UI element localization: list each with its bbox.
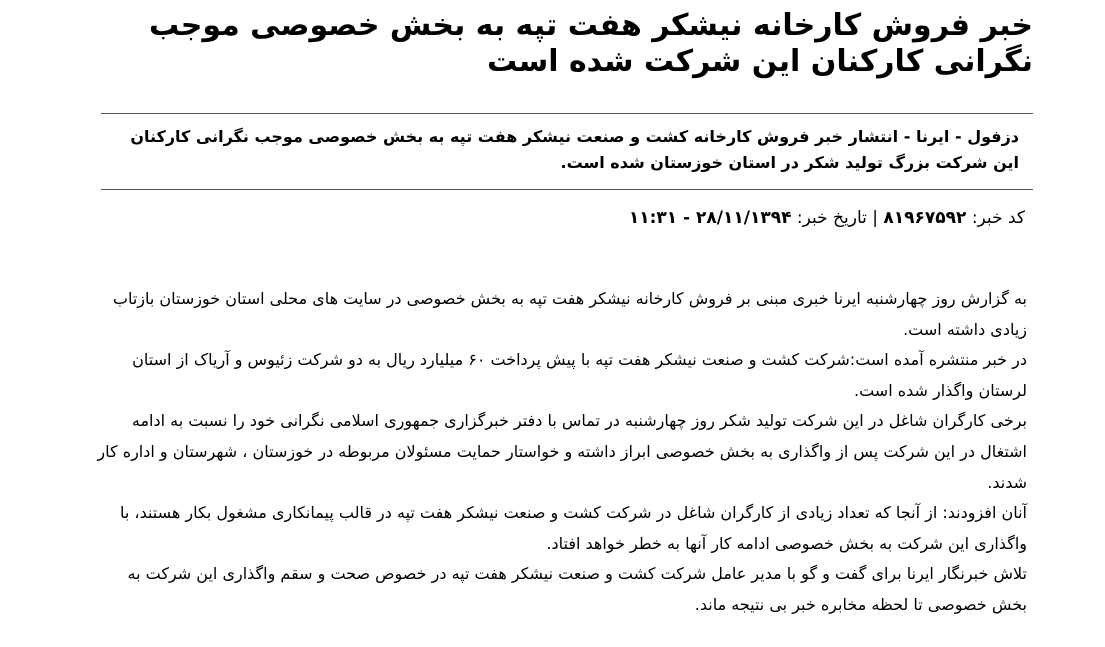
- news-code-value: ۸۱۹۶۷۵۹۲: [883, 208, 967, 228]
- bottom-divider: [101, 189, 1033, 190]
- body-paragraph: در خبر منتشره آمده است:شرکت کشت و صنعت نیشکر هفت تپه با پیش پرداخت ۶۰ میلیارد ریال به دو شرکت زئیوس و آریاک از استان لرستان واگذار شده است.: [132, 350, 1027, 400]
- article-meta: [95, 204, 1025, 232]
- top-divider: [101, 113, 1033, 114]
- body-paragraph: آنان افزودند: از آنجا که تعداد زیادی از کارگران شاغل در شرکت کشت و صنعت نیشکر هفت تپه در قالب پیمانکاری مشغول بکار هستند، با واگذاری این شرکت به بخش خصوصی ادامه کار آنها به خطر خواهد افتاد.: [120, 503, 1027, 553]
- article-body: [97, 284, 1027, 621]
- news-code-label: کد خبر:: [971, 208, 1025, 228]
- meta-separator: |: [872, 208, 878, 228]
- article-title: خبر فروش کارخانه نیشکر هفت تپه به بخش خصوصی موجب نگرانی کارکنان این شرکت شده است: [148, 8, 1033, 79]
- body-paragraph: برخی کارگران شاغل در این شرکت تولید شکر روز چهارشنبه در تماس با دفتر خبرگزاری جمهوری اسلامی نگرانی خود را نسبت به ادامه اشتغال در این شرکت پس از واگذاری به بخش خصوصی ابراز داشته و خواستار حمایت مسئولان مربوطه در خوزستان ، شهرستان و اداره کار شدند.: [97, 411, 1027, 492]
- body-paragraph: به گزارش روز چهارشنبه ایرنا خبری مبنی بر فروش کارخانه نیشکر هفت تپه به بخش خصوصی در سایت های محلی استان خوزستان بازتاب زیادی داشته است.: [112, 289, 1027, 339]
- news-date-label: تاریخ خبر:: [796, 208, 867, 228]
- news-date-value: ۲۸/۱۱/۱۳۹۴ - ۱۱:۳۱: [628, 208, 792, 228]
- article-lead: دزفول - ایرنا - انتشار خبر فروش کارخانه کشت و صنعت نیشکر هفت تپه به بخش خصوصی موجب نگرانی کارکنان این شرکت بزرگ تولید شکر در استان خوزستان شده است.: [130, 127, 1019, 172]
- body-paragraph: تلاش خبرنگار ایرنا برای گفت و گو با مدیر عامل شرکت کشت و صنعت نیشکر هفت تپه در خصوص صحت و سقم واگذاری این شرکت به بخش خصوصی تا لحظه مخابره خبر بی نتیجه ماند.: [127, 564, 1027, 614]
